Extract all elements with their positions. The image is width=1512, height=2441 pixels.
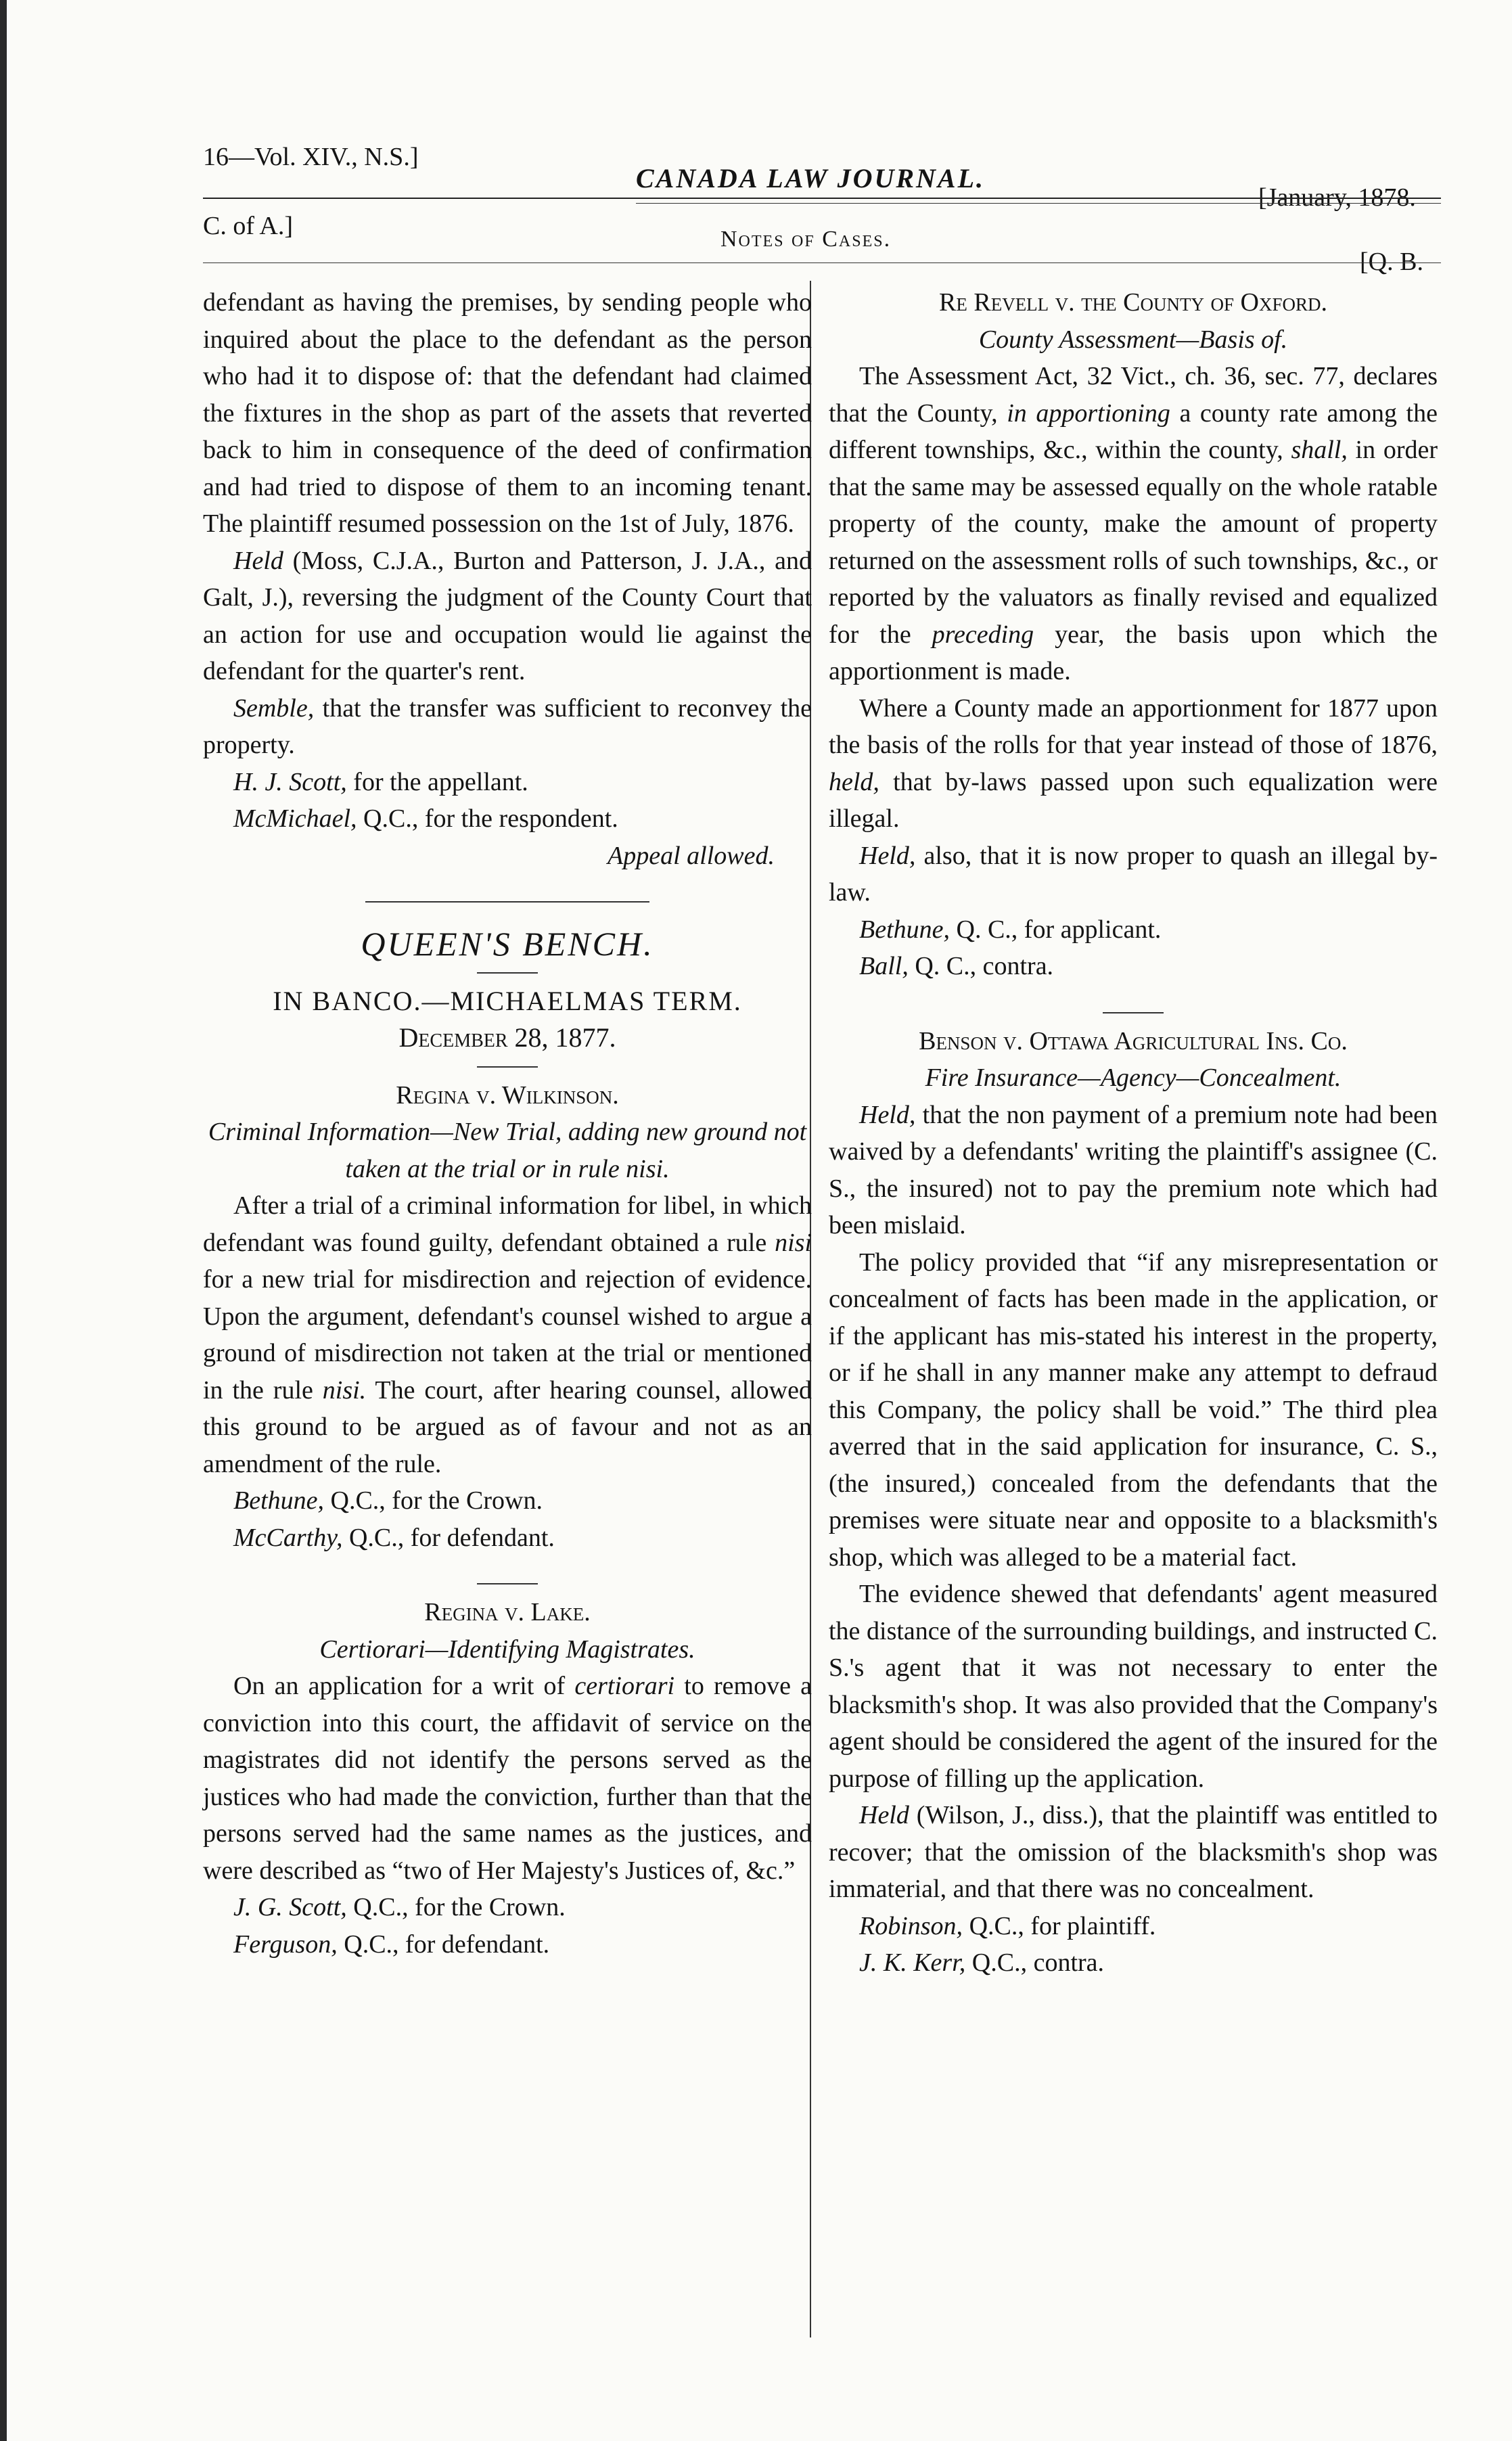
counsel-line [203,1482,812,1520]
term-date: December 28, 1877. [398,1022,616,1053]
held-text: (Moss, C.J.A., Burton and Patterson, J. J.A., and Galt, J.), reversing the judgment of the County Court that an action for use and occupation would lie against the defendant for the quarter's rent. [203,546,812,685]
semble-text: that the transfer was sufficient to reconvey the property. [203,693,812,759]
journal-title: CANADA LAW JOURNAL. [636,163,986,193]
counsel-line [829,1944,1438,1982]
case-body [829,838,1438,911]
case-body-text: a county rate among the different townships, &c., within the county, [829,398,1438,464]
continuation-paragraph: defendant as having the premises, by sending people who inquired about the place to the defendant as the person who had it to dispose of: that the defendant had claimed the fixtures in the shop as part of the assets that reverted back to him in consequence of the deed of confirmation and had tried to dispose of them to an incoming tenant. The plaintiff resumed possession on the 1st of July, 1876. [203,288,812,538]
counsel-role: Q.C., for the Crown. [346,1893,566,1921]
case-body: The evidence shewed that defendants' agent measured the distance of the surrounding buildings, and instructed C. S.'s agent that it was not necessary to enter the blacksmith's shop. It was also provided that the Company's agent should be considered the agent of the insured for the purpose of filling up the application. [829,1580,1438,1793]
case-body [203,1187,812,1482]
counsel-line [203,1926,812,1963]
page-binding-edge [0,0,7,2441]
disposition: Appeal allowed. [608,841,775,870]
subheader-court-right: [Q. B. [1360,248,1423,276]
semble-label: Semble, [233,693,315,723]
header-volume: 16—Vol. XIV., N.S.] [203,143,419,171]
counsel-line [829,911,1438,949]
case-body [829,690,1438,838]
section-rule [365,901,649,903]
counsel-name: McCarthy, [233,1523,343,1552]
case-body-italic: preceding [932,620,1034,649]
counsel-name: Bethune, [233,1486,325,1515]
counsel-line [203,764,812,801]
case-body [829,1097,1438,1244]
counsel-role: Q. C., contra. [908,952,1054,980]
case-body-text: for a new trial for misdirection and rejection of evidence. Upon the argument, defendant's counsel wished to argue a ground of misdirection not taken at the trial or mentioned in the rule [203,1265,812,1405]
counsel-line [203,1889,812,1926]
short-rule [477,1583,538,1584]
case-headnote: Criminal Information—New Trial, adding new ground not taken at the trial or in rule nisi. [208,1118,807,1183]
counsel-name: McMichael, [233,804,357,833]
case-title: Re Revell v. the County of Oxford. [939,288,1327,317]
counsel-name: Robinson, [859,1911,963,1940]
case-body-text: (Wilson, J., diss.), that the plaintiff was entitled to recover; that the omission of the blacksmith's shop was immaterial, and that there was no concealment. [829,1801,1438,1903]
case-body-italic: Held, [859,1100,916,1129]
header-rule-thin [636,203,1441,204]
case-body-italic: nisi [775,1228,812,1257]
case-body-text: to remove a conviction into this court, the affidavit of service on the magistrates did not identify the persons served as the justices who had made the conviction, further than that the persons served had the same names as the justices, and were described as “two of Her Majesty's Justices of, &c.” [203,1672,812,1885]
case-title: Regina v. Lake. [424,1598,591,1626]
subheader-court-left: C. of A.] [203,212,293,240]
counsel-role: for the appellant. [346,767,528,796]
case-body-text: On an application for a writ of [233,1672,575,1700]
counsel-name: Bethune, [859,915,950,944]
case-body-text: that the non payment of a premium note had been waived by a defendants' writing the plaintiff's assignee (C. S., the insured) not to pay the premium note which had been mislaid. [829,1100,1438,1239]
counsel-name: J. G. Scott, [233,1893,347,1921]
case-body [829,1797,1438,1908]
case-body-italic: in apportioning [1007,398,1170,428]
counsel-role: Q.C., for defendant. [337,1930,550,1959]
case-body-italic: Held, [859,841,916,870]
short-rule [477,1066,538,1068]
section-title: Notes of Cases. [720,227,892,252]
case-body: The policy provided that “if any misrepresentation or concealment of facts has been made in the application, or if the applicant has mis-stated his interest in the property, or if he shall in any manner make any attempt to defraud this Company, the policy shall be void.” The third plea averred that in the said application for insurance, C. S., (the insured,) concealed from the defendants that the premises were situate near and opposite to a blacksmith's shop, which was alleged to be a material fact. [829,1248,1438,1572]
case-title: Regina v. Wilkinson. [396,1080,619,1110]
case-headnote: Certiorari—Identifying Magistrates. [319,1635,695,1664]
case-body-italic: shall, [1291,436,1348,464]
left-column [203,284,812,1963]
short-rule [477,972,538,974]
counsel-role: Q.C., for defendant. [342,1523,555,1552]
counsel-name: J. K. Kerr, [859,1948,966,1977]
case-body-text: also, that it is now proper to quash an illegal by-law. [829,841,1438,907]
case-body-italic: certiorari [574,1672,675,1700]
counsel-line [203,800,812,838]
case-headnote: Fire Insurance—Agency—Concealment. [925,1064,1342,1092]
case-body-italic: nisi. [322,1375,367,1405]
case-body-italic: held, [829,767,879,796]
counsel-role: Q. C., for applicant. [950,915,1162,944]
case-body-text: that by-laws passed upon such equalization were illegal. [829,767,1438,833]
case-body [203,1668,812,1889]
counsel-role: Q.C., contra. [965,1948,1105,1977]
case-body [829,358,1438,690]
counsel-name: H. J. Scott, [233,767,347,796]
counsel-name: Ball, [859,952,909,980]
case-body-text: year, the basis upon which the apportionment is made. [829,620,1438,685]
counsel-name: Ferguson, [233,1930,338,1959]
header-rule [203,198,1441,199]
held-label: Held [233,546,283,575]
counsel-role: Q.C., for plaintiff. [963,1911,1156,1940]
term-title: IN BANCO.—MICHAELMAS TERM. [273,985,742,1016]
case-body-text: The Assessment Act, 32 Vict., ch. 36, sec. 77, declares that the County, [829,362,1438,428]
held-paragraph [203,543,812,690]
court-title: QUEEN'S BENCH. [361,925,654,963]
case-title: Benson v. Ottawa Agricultural Ins. Co. [919,1026,1348,1055]
counsel-role: Q.C., for the Crown. [324,1486,543,1515]
case-body-text: in order that the same may be assessed equally on the whole ratable property of the county, make the amount of property returned on the assessment rolls of such townships, &c., or reported by the valuators as finally revised and equalized for the [829,436,1438,649]
right-column [829,284,1438,1982]
counsel-line [203,1520,812,1557]
header-date: [January, 1878. [1258,183,1416,212]
case-body-text: After a trial of a criminal information for libel, in which defendant was found guilty, defendant obtained a rule [203,1191,812,1257]
counsel-role: Q.C., for the respondent. [357,804,618,833]
case-headnote: County Assessment—Basis of. [978,325,1288,354]
case-body-italic: Held [859,1801,909,1829]
counsel-line [829,1908,1438,1945]
short-rule [1103,1012,1164,1013]
case-body-text: Where a County made an apportionment for 1877 upon the basis of the rolls for that year instead of those of 1876, [829,693,1438,759]
case-body-text: The court, after hearing counsel, allowed this ground to be argued as of favour and not as an amendment of the rule. [203,1375,812,1478]
counsel-line [829,948,1438,985]
semble-paragraph [203,690,812,764]
